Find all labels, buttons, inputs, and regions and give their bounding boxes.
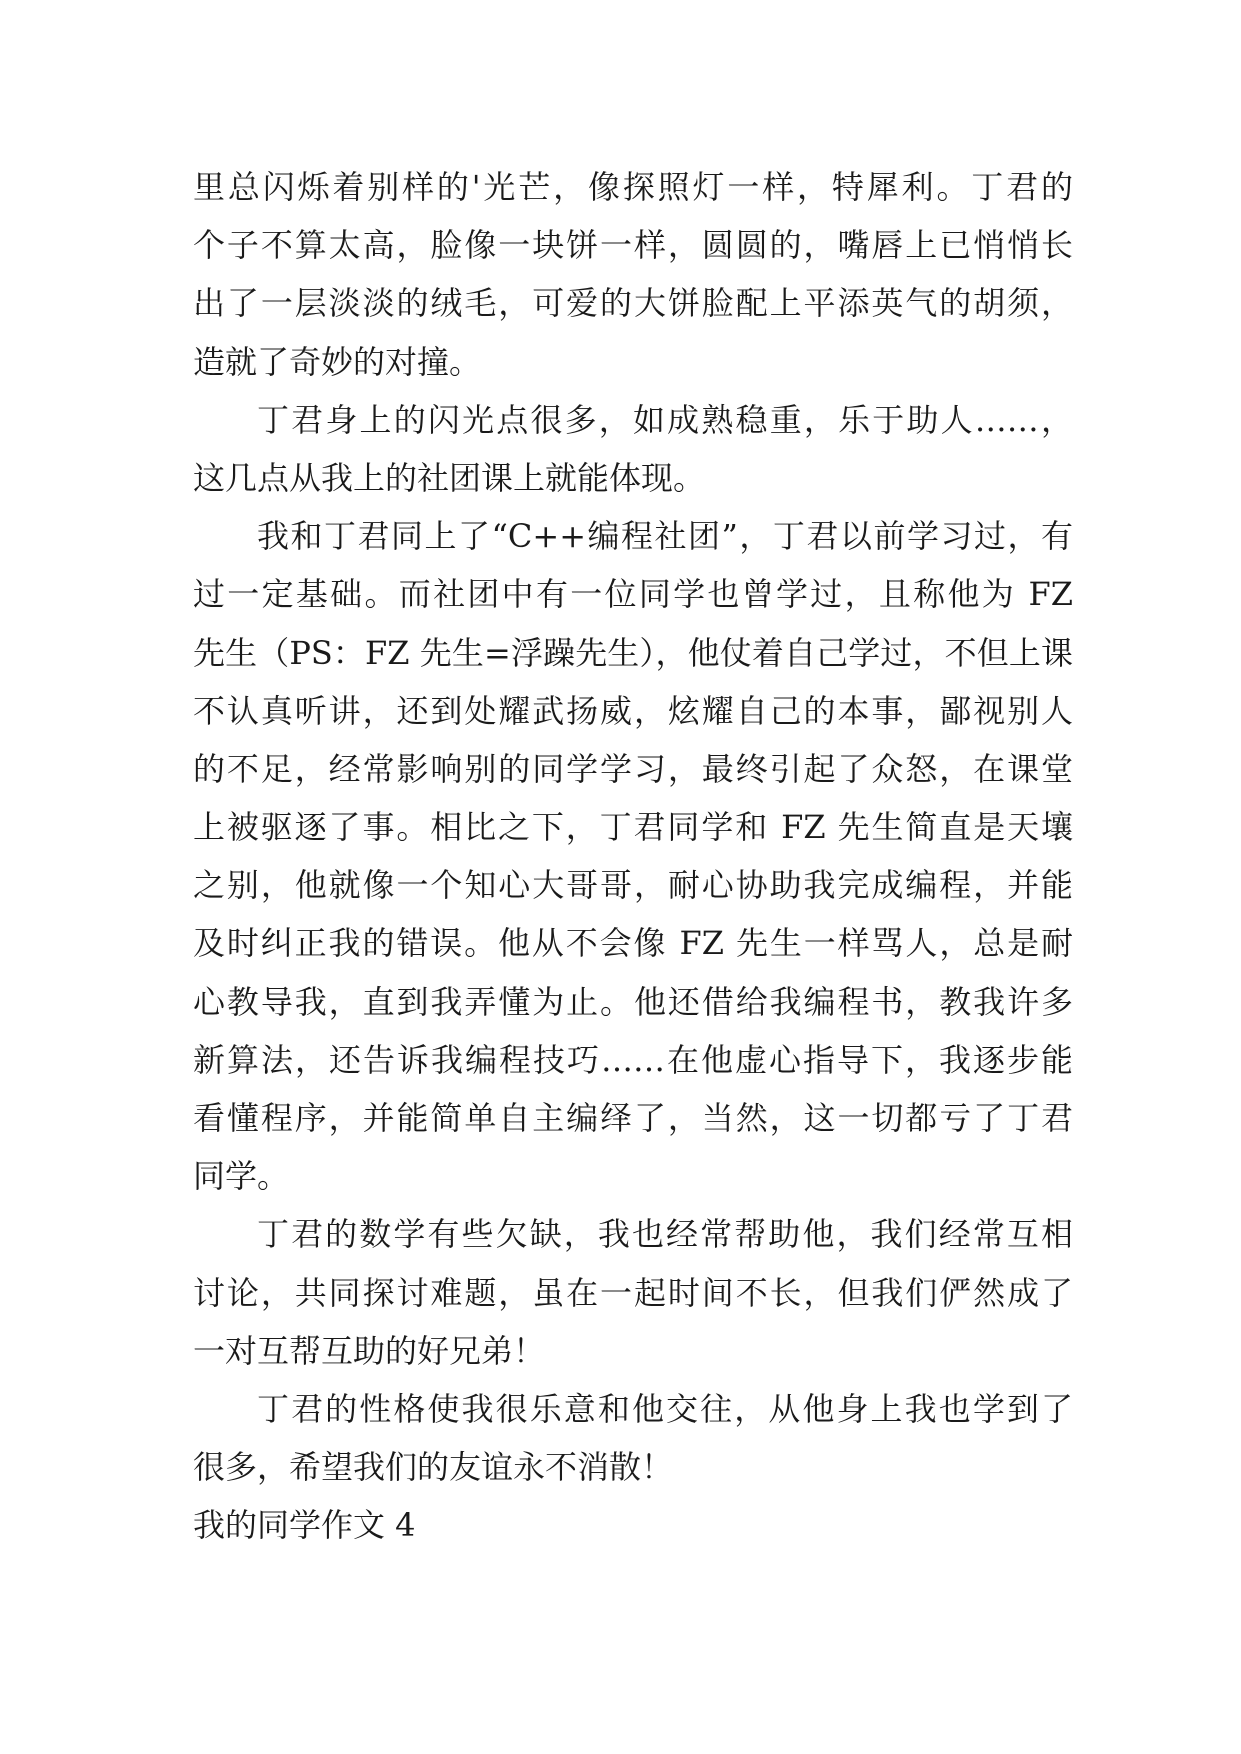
text-line: 及时纠正我的错误。他从不会像 FZ 先生一样骂人，总是耐 bbox=[193, 924, 1073, 963]
text-line: 不认真听讲，还到处耀武扬威，炫耀自己的本事，鄙视别人 bbox=[193, 691, 1073, 730]
paragraph-5 bbox=[193, 1380, 1073, 1496]
document-body bbox=[193, 158, 1073, 1555]
paragraph-4 bbox=[193, 1205, 1073, 1380]
text-line: 我和丁君同上了“C++编程社团”，丁君以前学习过，有 bbox=[257, 517, 1073, 556]
text-line: 过一定基础。而社团中有一位同学也曾学过，且称他为 FZ bbox=[193, 575, 1073, 614]
text-line: 讨论，共同探讨难题，虽在一起时间不长，但我们俨然成了 bbox=[193, 1273, 1073, 1312]
text-line: 出了一层淡淡的绒毛，可爱的大饼脸配上平添英气的胡须， bbox=[193, 284, 1073, 323]
section-heading: 我的同学作文 4 bbox=[193, 1506, 416, 1545]
text-line: 一对互帮互助的好兄弟！ bbox=[193, 1331, 546, 1370]
text-line: 丁君的性格使我很乐意和他交往，从他身上我也学到了 bbox=[257, 1389, 1073, 1428]
text-line: 丁君的数学有些欠缺，我也经常帮助他，我们经常互相 bbox=[257, 1215, 1073, 1254]
text-line: 个子不算太高，脸像一块饼一样，圆圆的，嘴唇上已悄悄长 bbox=[193, 226, 1073, 265]
text-line: 造就了奇妙的对撞。 bbox=[193, 342, 482, 381]
paragraph-3 bbox=[193, 507, 1073, 1205]
text-line: 很多，希望我们的友谊永不消散！ bbox=[193, 1448, 674, 1487]
text-line: 看懂程序，并能简单自主编绎了，当然，这一切都亏了丁君 bbox=[193, 1099, 1073, 1137]
text-line: 心教导我，直到我弄懂为止。他还借给我编程书，教我许多 bbox=[193, 982, 1073, 1021]
text-line: 同学。 bbox=[193, 1157, 290, 1196]
paragraph-2 bbox=[193, 391, 1073, 507]
text-line: 里总闪烁着别样的'光芒，像探照灯一样，特犀利。丁君的 bbox=[193, 168, 1073, 206]
text-line: 的不足，经常影响别的同学学习，最终引起了众怒，在课堂 bbox=[193, 749, 1073, 788]
text-line: 上被驱逐了事。相比之下，丁君同学和 FZ 先生简直是天壤 bbox=[193, 808, 1073, 847]
text-line: 先生（PS：FZ 先生=浮躁先生），他仗着自己学过，不但上课 bbox=[193, 633, 1073, 672]
paragraph-1 bbox=[193, 158, 1073, 391]
text-line: 这几点从我上的社团课上就能体现。 bbox=[193, 458, 706, 497]
text-line: 丁君身上的闪光点很多，如成熟稳重，乐于助人……， bbox=[257, 400, 1073, 439]
text-line: 新算法，还告诉我编程技巧……在他虚心指导下，我逐步能 bbox=[193, 1040, 1073, 1079]
text-line: 之别，他就像一个知心大哥哥，耐心协助我完成编程，并能 bbox=[193, 866, 1073, 905]
